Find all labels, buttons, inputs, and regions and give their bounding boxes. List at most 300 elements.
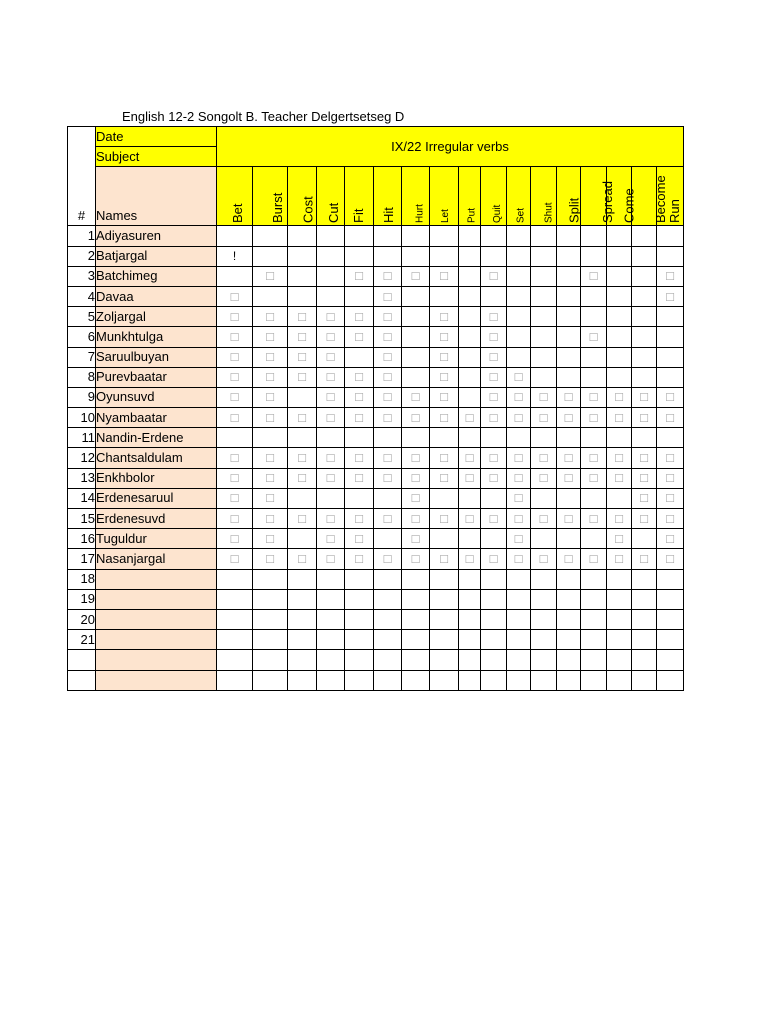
mark-cell[interactable] [288,609,317,629]
mark-cell[interactable]: □ [632,448,657,468]
mark-cell[interactable]: □ [317,549,345,569]
mark-cell[interactable]: □ [557,448,581,468]
mark-cell[interactable]: □ [459,468,481,488]
mark-cell[interactable] [531,670,557,690]
student-name[interactable]: Nyambaatar [96,408,217,428]
mark-cell[interactable]: □ [317,468,345,488]
mark-cell[interactable]: □ [217,448,253,468]
mark-cell[interactable]: □ [557,408,581,428]
mark-cell[interactable] [402,630,430,650]
student-name[interactable]: Adiyasuren [96,226,217,246]
mark-cell[interactable] [657,630,684,650]
student-name[interactable] [96,650,217,670]
mark-cell[interactable] [217,569,253,589]
student-name[interactable]: Chantsaldulam [96,448,217,468]
mark-cell[interactable] [481,226,507,246]
mark-cell[interactable]: □ [430,387,459,407]
mark-cell[interactable] [531,347,557,367]
student-name[interactable]: Nasanjargal [96,549,217,569]
mark-cell[interactable] [288,226,317,246]
mark-cell[interactable] [607,367,632,387]
mark-cell[interactable]: □ [374,307,402,327]
mark-cell[interactable]: □ [557,387,581,407]
mark-cell[interactable]: □ [317,347,345,367]
mark-cell[interactable] [402,650,430,670]
mark-cell[interactable] [459,347,481,367]
student-name[interactable]: Oyunsuvd [96,387,217,407]
mark-cell[interactable] [557,286,581,306]
mark-cell[interactable] [581,307,607,327]
mark-cell[interactable] [481,630,507,650]
mark-cell[interactable]: □ [581,549,607,569]
mark-cell[interactable] [374,650,402,670]
mark-cell[interactable]: □ [507,549,531,569]
mark-cell[interactable] [632,347,657,367]
mark-cell[interactable]: □ [481,509,507,529]
mark-cell[interactable] [402,347,430,367]
mark-cell[interactable] [459,488,481,508]
mark-cell[interactable]: □ [217,367,253,387]
mark-cell[interactable] [632,609,657,629]
mark-cell[interactable] [531,246,557,266]
mark-cell[interactable]: □ [632,468,657,488]
mark-cell[interactable] [531,226,557,246]
mark-cell[interactable] [557,569,581,589]
mark-cell[interactable]: □ [557,509,581,529]
mark-cell[interactable] [531,569,557,589]
mark-cell[interactable] [507,307,531,327]
mark-cell[interactable]: □ [481,327,507,347]
mark-cell[interactable]: □ [607,448,632,468]
mark-cell[interactable] [507,609,531,629]
mark-cell[interactable] [607,488,632,508]
mark-cell[interactable] [430,488,459,508]
mark-cell[interactable] [345,226,374,246]
mark-cell[interactable]: □ [217,468,253,488]
mark-cell[interactable]: □ [531,408,557,428]
mark-cell[interactable]: □ [374,347,402,367]
mark-cell[interactable] [507,286,531,306]
student-name[interactable]: Erdenesuvd [96,509,217,529]
mark-cell[interactable] [253,226,288,246]
mark-cell[interactable]: □ [317,509,345,529]
mark-cell[interactable] [459,650,481,670]
mark-cell[interactable] [557,428,581,448]
mark-cell[interactable] [481,286,507,306]
mark-cell[interactable] [657,428,684,448]
mark-cell[interactable] [317,670,345,690]
mark-cell[interactable] [507,650,531,670]
mark-cell[interactable]: □ [581,468,607,488]
mark-cell[interactable] [430,589,459,609]
mark-cell[interactable] [481,488,507,508]
mark-cell[interactable] [657,589,684,609]
mark-cell[interactable] [374,529,402,549]
mark-cell[interactable]: □ [430,549,459,569]
mark-cell[interactable] [217,609,253,629]
mark-cell[interactable] [430,569,459,589]
mark-cell[interactable] [288,569,317,589]
student-name[interactable]: Nandin-Erdene [96,428,217,448]
mark-cell[interactable] [217,630,253,650]
mark-cell[interactable]: □ [632,408,657,428]
mark-cell[interactable] [607,266,632,286]
mark-cell[interactable] [317,569,345,589]
mark-cell[interactable] [632,650,657,670]
mark-cell[interactable] [288,589,317,609]
mark-cell[interactable] [288,488,317,508]
mark-cell[interactable] [430,529,459,549]
mark-cell[interactable] [345,488,374,508]
mark-cell[interactable] [607,347,632,367]
mark-cell[interactable]: □ [217,549,253,569]
mark-cell[interactable] [581,529,607,549]
mark-cell[interactable] [288,246,317,266]
mark-cell[interactable]: □ [657,468,684,488]
mark-cell[interactable] [459,670,481,690]
mark-cell[interactable] [557,327,581,347]
mark-cell[interactable]: □ [657,387,684,407]
mark-cell[interactable] [402,286,430,306]
mark-cell[interactable] [507,327,531,347]
mark-cell[interactable] [481,428,507,448]
mark-cell[interactable]: □ [657,448,684,468]
mark-cell[interactable] [459,589,481,609]
mark-cell[interactable] [345,347,374,367]
mark-cell[interactable] [657,650,684,670]
mark-cell[interactable] [374,670,402,690]
mark-cell[interactable] [557,670,581,690]
mark-cell[interactable] [374,569,402,589]
student-name[interactable]: Purevbaatar [96,367,217,387]
mark-cell[interactable]: □ [402,266,430,286]
mark-cell[interactable] [481,650,507,670]
mark-cell[interactable] [607,589,632,609]
mark-cell[interactable] [253,670,288,690]
mark-cell[interactable]: □ [402,468,430,488]
mark-cell[interactable] [253,650,288,670]
mark-cell[interactable]: □ [430,448,459,468]
mark-cell[interactable]: □ [657,408,684,428]
mark-cell[interactable] [459,387,481,407]
mark-cell[interactable] [459,609,481,629]
mark-cell[interactable] [607,609,632,629]
mark-cell[interactable] [531,266,557,286]
mark-cell[interactable] [531,428,557,448]
student-name[interactable]: Batchimeg [96,266,217,286]
mark-cell[interactable]: □ [374,367,402,387]
mark-cell[interactable]: □ [607,408,632,428]
mark-cell[interactable]: □ [345,387,374,407]
mark-cell[interactable]: □ [430,468,459,488]
mark-cell[interactable]: □ [253,488,288,508]
mark-cell[interactable]: □ [402,549,430,569]
student-name[interactable]: Batjargal [96,246,217,266]
mark-cell[interactable] [657,307,684,327]
mark-cell[interactable] [253,630,288,650]
mark-cell[interactable] [557,529,581,549]
mark-cell[interactable] [632,266,657,286]
mark-cell[interactable] [253,589,288,609]
mark-cell[interactable] [288,266,317,286]
mark-cell[interactable]: □ [253,307,288,327]
mark-cell[interactable]: □ [374,448,402,468]
mark-cell[interactable] [632,630,657,650]
mark-cell[interactable] [581,650,607,670]
mark-cell[interactable] [557,488,581,508]
mark-cell[interactable]: □ [459,549,481,569]
mark-cell[interactable] [632,226,657,246]
mark-cell[interactable]: □ [607,549,632,569]
mark-cell[interactable] [581,428,607,448]
mark-cell[interactable]: □ [481,266,507,286]
mark-cell[interactable]: □ [317,529,345,549]
mark-cell[interactable] [657,367,684,387]
mark-cell[interactable] [481,529,507,549]
mark-cell[interactable] [374,589,402,609]
mark-cell[interactable] [253,609,288,629]
mark-cell[interactable] [607,226,632,246]
mark-cell[interactable]: □ [481,367,507,387]
mark-cell[interactable] [317,226,345,246]
mark-cell[interactable] [481,569,507,589]
mark-cell[interactable] [607,670,632,690]
mark-cell[interactable]: □ [217,408,253,428]
mark-cell[interactable]: □ [374,509,402,529]
mark-cell[interactable]: □ [345,529,374,549]
mark-cell[interactable] [531,286,557,306]
mark-cell[interactable] [402,327,430,347]
mark-cell[interactable] [288,650,317,670]
mark-cell[interactable] [253,246,288,266]
mark-cell[interactable] [632,367,657,387]
mark-cell[interactable]: □ [345,549,374,569]
mark-cell[interactable] [288,387,317,407]
mark-cell[interactable] [557,226,581,246]
mark-cell[interactable]: □ [345,307,374,327]
mark-cell[interactable]: □ [345,509,374,529]
mark-cell[interactable]: □ [402,509,430,529]
mark-cell[interactable]: □ [402,448,430,468]
mark-cell[interactable]: □ [402,488,430,508]
mark-cell[interactable] [374,630,402,650]
mark-cell[interactable]: □ [374,408,402,428]
mark-cell[interactable] [607,307,632,327]
mark-cell[interactable] [402,609,430,629]
mark-cell[interactable] [607,428,632,448]
mark-cell[interactable] [317,266,345,286]
mark-cell[interactable] [345,630,374,650]
mark-cell[interactable]: □ [481,549,507,569]
mark-cell[interactable] [581,246,607,266]
mark-cell[interactable]: □ [288,468,317,488]
mark-cell[interactable] [607,327,632,347]
mark-cell[interactable] [657,226,684,246]
mark-cell[interactable]: □ [253,509,288,529]
mark-cell[interactable]: □ [507,509,531,529]
mark-cell[interactable] [345,650,374,670]
mark-cell[interactable] [507,226,531,246]
mark-cell[interactable] [607,246,632,266]
mark-cell[interactable] [557,266,581,286]
mark-cell[interactable] [531,327,557,347]
mark-cell[interactable] [632,569,657,589]
mark-cell[interactable] [531,650,557,670]
mark-cell[interactable] [657,347,684,367]
mark-cell[interactable] [507,630,531,650]
mark-cell[interactable] [459,529,481,549]
mark-cell[interactable] [288,670,317,690]
mark-cell[interactable] [581,286,607,306]
mark-cell[interactable] [345,569,374,589]
mark-cell[interactable]: □ [345,367,374,387]
mark-cell[interactable] [345,428,374,448]
mark-cell[interactable]: □ [288,408,317,428]
mark-cell[interactable] [217,266,253,286]
mark-cell[interactable] [507,246,531,266]
mark-cell[interactable]: □ [253,266,288,286]
mark-cell[interactable]: □ [481,347,507,367]
student-name[interactable] [96,589,217,609]
mark-cell[interactable] [531,488,557,508]
mark-cell[interactable]: □ [507,468,531,488]
mark-cell[interactable] [481,589,507,609]
mark-cell[interactable] [459,428,481,448]
mark-cell[interactable]: □ [581,327,607,347]
mark-cell[interactable] [402,589,430,609]
mark-cell[interactable]: □ [430,307,459,327]
mark-cell[interactable]: □ [459,448,481,468]
student-name[interactable]: Enkhbolor [96,468,217,488]
mark-cell[interactable]: □ [507,367,531,387]
mark-cell[interactable] [581,488,607,508]
mark-cell[interactable]: □ [632,549,657,569]
mark-cell[interactable] [459,630,481,650]
mark-cell[interactable]: □ [374,266,402,286]
student-name[interactable]: Saruulbuyan [96,347,217,367]
mark-cell[interactable] [507,670,531,690]
mark-cell[interactable]: □ [531,448,557,468]
mark-cell[interactable] [531,630,557,650]
mark-cell[interactable] [481,670,507,690]
mark-cell[interactable] [317,286,345,306]
student-name[interactable] [96,670,217,690]
mark-cell[interactable]: □ [374,286,402,306]
mark-cell[interactable] [288,428,317,448]
mark-cell[interactable]: □ [217,286,253,306]
mark-cell[interactable] [557,367,581,387]
mark-cell[interactable]: □ [345,468,374,488]
mark-cell[interactable]: □ [253,549,288,569]
mark-cell[interactable] [607,630,632,650]
mark-cell[interactable] [217,589,253,609]
mark-cell[interactable] [557,609,581,629]
mark-cell[interactable]: □ [430,266,459,286]
mark-cell[interactable] [402,246,430,266]
mark-cell[interactable]: □ [459,509,481,529]
mark-cell[interactable] [657,327,684,347]
mark-cell[interactable]: □ [632,387,657,407]
mark-cell[interactable] [581,367,607,387]
mark-cell[interactable]: □ [253,387,288,407]
mark-cell[interactable]: □ [317,307,345,327]
mark-cell[interactable] [374,246,402,266]
mark-cell[interactable] [288,630,317,650]
mark-cell[interactable] [430,670,459,690]
student-name[interactable]: Tuguldur [96,529,217,549]
mark-cell[interactable]: □ [607,387,632,407]
mark-cell[interactable] [430,630,459,650]
mark-cell[interactable] [345,609,374,629]
mark-cell[interactable]: □ [507,529,531,549]
student-name[interactable]: Zoljargal [96,307,217,327]
mark-cell[interactable] [581,347,607,367]
mark-cell[interactable] [507,428,531,448]
mark-cell[interactable]: □ [217,327,253,347]
mark-cell[interactable] [557,630,581,650]
mark-cell[interactable] [317,630,345,650]
mark-cell[interactable] [402,670,430,690]
mark-cell[interactable]: □ [253,327,288,347]
mark-cell[interactable] [531,367,557,387]
mark-cell[interactable]: □ [459,408,481,428]
mark-cell[interactable]: □ [657,509,684,529]
mark-cell[interactable] [657,609,684,629]
mark-cell[interactable]: □ [374,387,402,407]
mark-cell[interactable] [253,286,288,306]
mark-cell[interactable] [632,529,657,549]
mark-cell[interactable]: □ [430,408,459,428]
mark-cell[interactable] [288,286,317,306]
mark-cell[interactable] [607,569,632,589]
mark-cell[interactable] [581,226,607,246]
mark-cell[interactable] [481,609,507,629]
mark-cell[interactable]: □ [288,347,317,367]
mark-cell[interactable]: □ [481,307,507,327]
mark-cell[interactable]: □ [253,347,288,367]
mark-cell[interactable] [253,428,288,448]
mark-cell[interactable]: □ [430,347,459,367]
mark-cell[interactable]: □ [531,549,557,569]
student-name[interactable] [96,630,217,650]
mark-cell[interactable] [345,286,374,306]
mark-cell[interactable]: □ [581,266,607,286]
mark-cell[interactable] [459,246,481,266]
mark-cell[interactable]: □ [430,327,459,347]
mark-cell[interactable] [531,589,557,609]
mark-cell[interactable]: □ [402,529,430,549]
mark-cell[interactable] [507,266,531,286]
mark-cell[interactable] [581,630,607,650]
mark-cell[interactable] [288,529,317,549]
mark-cell[interactable] [581,670,607,690]
mark-cell[interactable]: □ [481,387,507,407]
mark-cell[interactable]: □ [507,387,531,407]
mark-cell[interactable] [531,529,557,549]
mark-cell[interactable]: □ [288,549,317,569]
mark-cell[interactable] [581,589,607,609]
mark-cell[interactable]: □ [288,327,317,347]
mark-cell[interactable]: □ [217,529,253,549]
mark-cell[interactable]: □ [507,488,531,508]
mark-cell[interactable]: □ [317,387,345,407]
mark-cell[interactable]: □ [581,387,607,407]
mark-cell[interactable] [430,246,459,266]
mark-cell[interactable]: □ [581,448,607,468]
mark-cell[interactable]: □ [317,408,345,428]
student-name[interactable]: Erdenesaruul [96,488,217,508]
mark-cell[interactable] [557,589,581,609]
